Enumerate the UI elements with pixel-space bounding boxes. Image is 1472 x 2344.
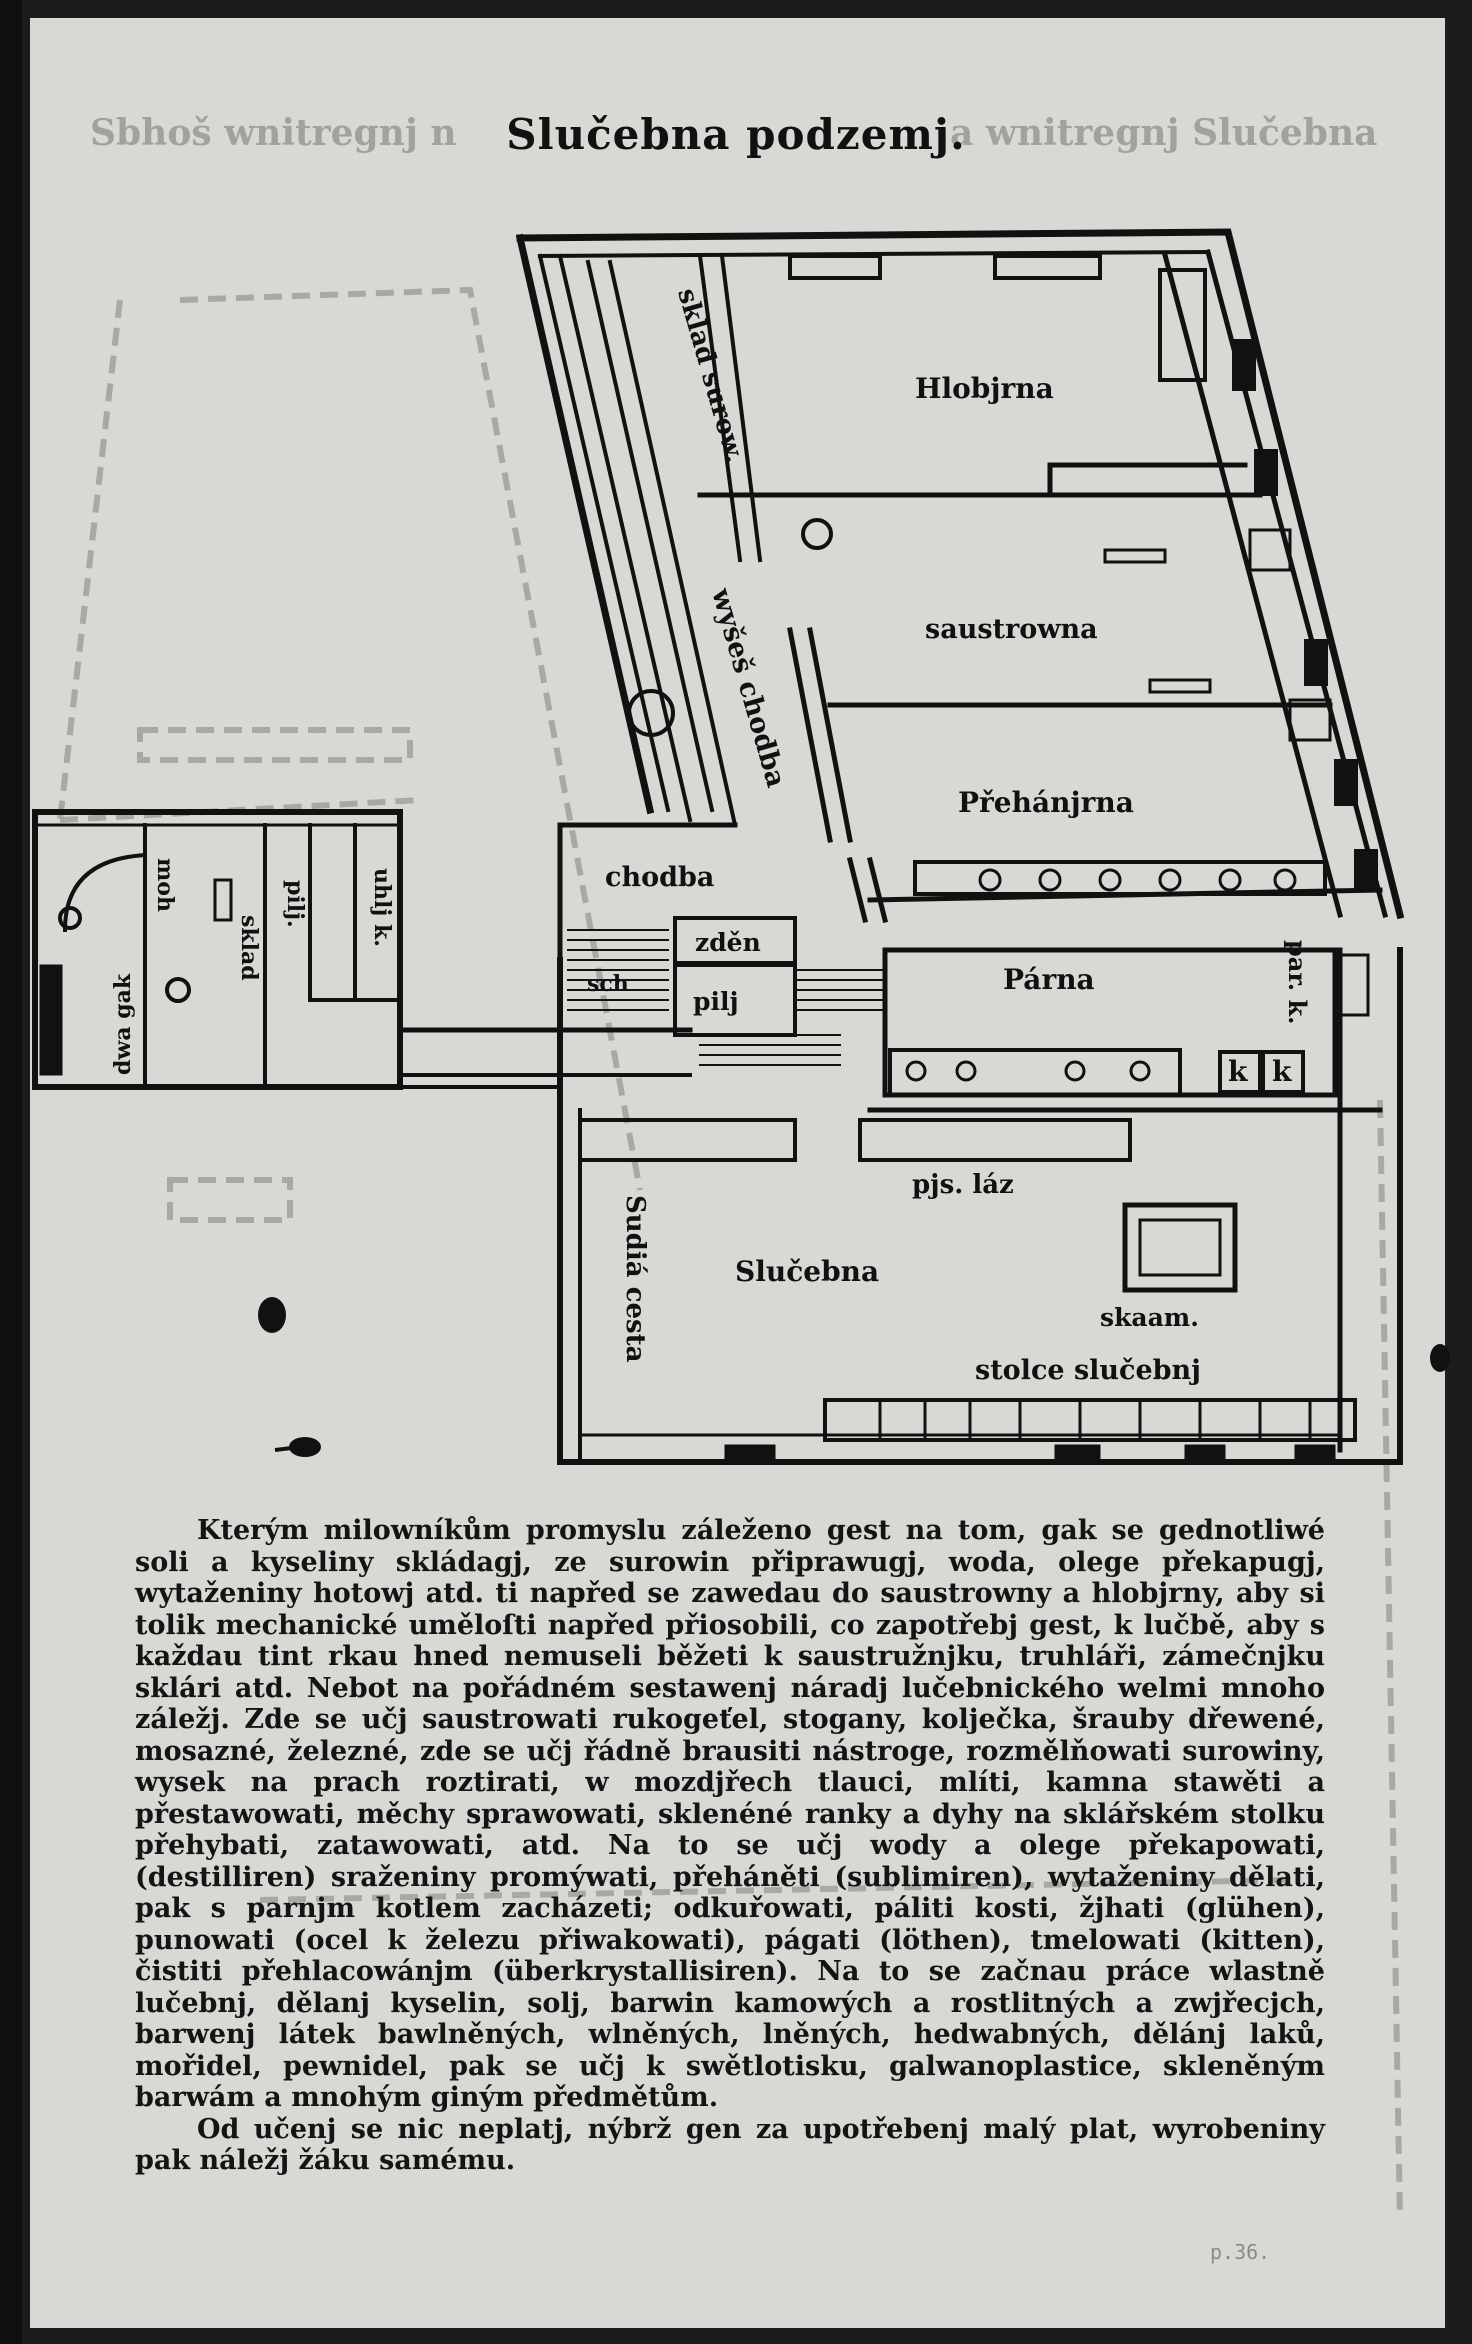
ghost-heading-left: Sbhoš wnitregnj n — [90, 112, 457, 154]
label-sklad-surow: sklad surow. — [671, 285, 750, 467]
ghost-heading-right: a wnitregnj Slučebna — [950, 112, 1378, 154]
label-prehanjrna: Přehánjrna — [958, 786, 1134, 819]
label-hlobjrna: Hlobjrna — [915, 372, 1054, 405]
page-title: Slučebna podzemj. — [506, 110, 966, 159]
label-k2: k — [1272, 1055, 1292, 1088]
label-dwa-gak: dwa gak — [110, 973, 136, 1075]
label-wyssi-chodba: wyšeš chodba — [705, 585, 792, 791]
label-chodba: chodba — [605, 862, 715, 893]
label-sch: sch — [587, 971, 629, 997]
label-parna: Párna — [1003, 963, 1095, 996]
label-sklad-mid: sklad — [236, 915, 262, 981]
label-saustrowna: saustrowna — [925, 614, 1098, 645]
label-sudia-cesta: Sudiá cesta — [620, 1195, 650, 1363]
label-pilj: pilj — [693, 987, 739, 1016]
left-annex — [35, 812, 400, 1087]
label-k1: k — [1228, 1055, 1248, 1088]
label-zden: zděn — [695, 928, 761, 957]
label-slucebna: Slučebna — [735, 1255, 880, 1288]
label-pilj-left: pilj. — [282, 880, 308, 928]
label-uhli-k: uhlj k. — [369, 868, 395, 947]
paragraph-1: Kterým milowníkům promyslu záleženo gest na tom, gak se gednotliwé soli a kyseliny skládagj, ze surowin připrawugj, woda, olege překapugj, wytaženiny hotowj atd. ti napřed se zawedau do saustrowny a hlobjrny, aby si tolik mechanické uměloſti napřed přiosobili, co zapotřebj gest, k lučbě, aby s každau tint rkau hned nemuseli běžeti k saustružnjku, truhláři, zámečnjku sklári atd. Nebot na pořádném sestawenj náradj lučebnického welmi mnoho záležj. Zde se učj saustrowati rukogeťel, stogany, kolječka, šrauby dřewené, mosazné, železné, zde se učj řádně brausiti nástroge, rozmělňowati surowiny, wysek na prach roztirati, w mozdjřech tlauci, mlíti, kamna stawěti a přestawowati, měchy sprawowati, sklenéné ranky a dyhy na sklářském stolku přehybati, zatawowati, atd. Na to se učj wody a olege překapowati, (destilliren) sraženiny promýwati, přeháněti (sublimiren), wytaženiny dělati, pak s parnjm kotlem zacházeti; odkuřowati, páliti kosti, žjhati (glühen), punowati (ocel k železu přiwakowati), págati (löthen), tmelowati (kitten), čistiti přehlacowánjm (überkrystallisiren). Na to se začnau práce wlastně lučebnj, dělanj kyselin, solj, barwin kamowých a rostlitných a zwjřecjch, barwenj látek bawlněných, wlněných, lněných, hedwabných, dělánj laků, mořidel, pewnidel, pak se učj k swětlotisku, galwanoplastice, skleněným barwám a mnohým giným předmětům. — [135, 1515, 1325, 2113]
label-pjs-laz: pjs. láz — [912, 1170, 1014, 1200]
label-skaam: skaam. — [1100, 1303, 1199, 1332]
paragraph-2: Od učenj se nic neplatj, nýbrž gen za upotřebenj malý plat, wyrobeniny pak náležj žáku samému. — [135, 2113, 1325, 2176]
label-moh: moh — [152, 858, 178, 912]
body-text — [135, 1515, 1325, 2177]
label-par-k: par. k. — [1283, 940, 1312, 1025]
page-footnote: p.36. — [1210, 2240, 1271, 2264]
label-stolce-slucebnj: stolce slučebnj — [975, 1355, 1201, 1386]
